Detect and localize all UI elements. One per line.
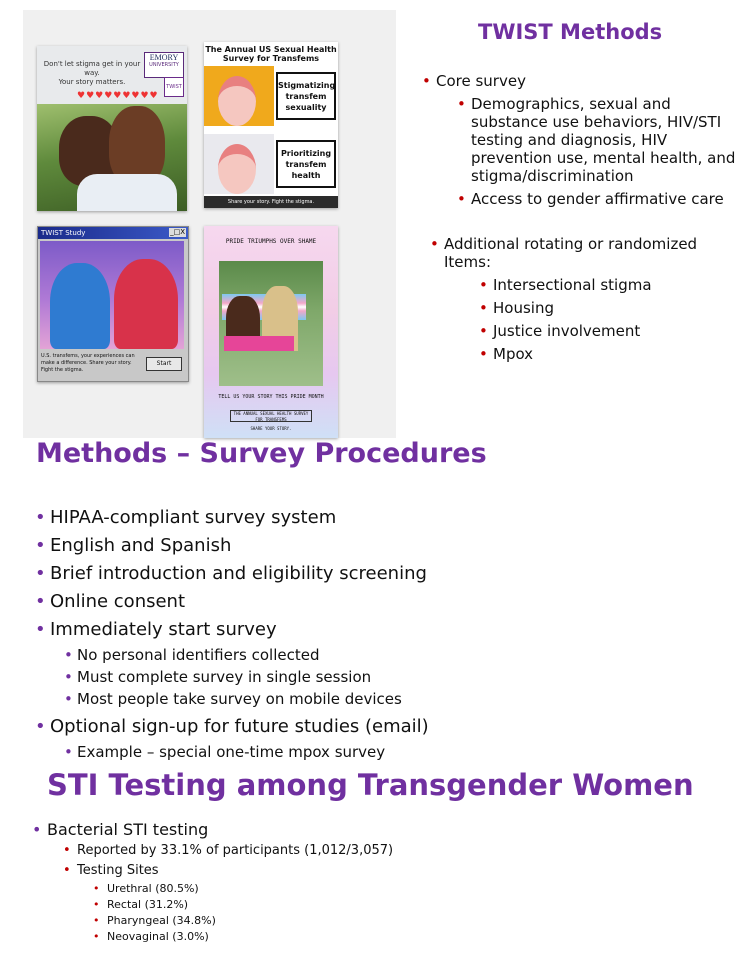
flyer-stigma [37,46,187,211]
list-item: • Pharyngeal (34.8%) [47,913,707,929]
list-item: • English and Spanish [50,532,730,560]
core-survey-label: • Core survey [436,72,741,90]
list-item: • Most people take survey on mobile devices [50,688,730,710]
anime-art [40,241,184,349]
list-item: • Example – special one-time mpox survey [50,741,730,763]
pride-bottom: SHARE YOUR STORY. [250,426,292,431]
list-item: • Bacterial STI testing [47,819,707,841]
twist-logo: TWIST [164,77,184,97]
list-item: • No personal identifiers collected [50,644,730,666]
window-title-bar: TWIST Study _□X [38,227,188,239]
list-item: • HIPAA-compliant survey system [50,504,730,532]
pride-subline: TELL US YOUR STORY THIS PRIDE MONTH [218,394,324,400]
flyer-caption-line2: Your story matters. [58,78,126,86]
list-item: • Immediately start survey [50,616,730,644]
list-item: • Housing [493,297,733,320]
list-item: • Demographics, sexual and substance use behaviors, HIV/STI testing and diagnosis, HIV prevention use, mental health, and stigma/discrimination [471,95,746,185]
list-item: • Reported by 33.1% of participants (1,012/3,057) [47,841,707,861]
list-item: • Optional sign-up for future studies (email) [50,713,730,741]
flyer-pride [204,226,338,438]
list-item: • Urethral (80.5%) [47,881,707,897]
comic-panel-2: Prioritizing transfem health [276,140,336,188]
window-controls-icon: _□X [170,228,185,236]
pride-headline: PRIDE TRIUMPHS OVER SHAME [225,238,317,245]
comic-title: The Annual US Sexual Health Survey for Transfems [205,45,337,63]
flyer-retro-window [37,226,189,382]
emory-logo: EMORY UNIVERSITY [144,52,184,78]
list-item: • Mpox [493,343,733,366]
comic-footer: Share your story. Fight the stigma. [204,196,338,208]
list-item: • Testing Sites [47,861,707,881]
procedures-title: Methods – Survey Procedures [36,438,487,469]
sti-list [47,819,707,945]
flyer-comic [204,42,338,208]
list-item: • Intersectional stigma [493,274,733,297]
twist-methods-title: TWIST Methods [478,20,663,44]
list-item: • Neovaginal (3.0%) [47,929,707,945]
list-item: • Access to gender affirmative care [471,190,746,208]
list-item: • Brief introduction and eligibility screening [50,560,730,588]
pride-box-text: THE ANNUAL SEXUAL HEALTH SURVEY FOR TRANSFEMS [230,410,312,422]
sti-title: STI Testing among Transgender Women [47,768,694,802]
list-item: • Rectal (31.2%) [47,897,707,913]
additional-label: • Additional rotating or randomized Items: [444,235,734,271]
comic-panel-1: Stigmatizing transfem sexuality [276,72,336,120]
core-survey-items [471,95,746,208]
window-body-text: U.S. transfems, your experiences can make a difference. Share your story. Fight the stigma. [41,353,135,373]
list-item: • Must complete survey in single session [50,666,730,688]
list-item: • Justice involvement [493,320,733,343]
core-survey-list [436,72,741,90]
list-item: • Online consent [50,588,730,616]
start-button: Start [146,357,182,371]
procedures-list [50,504,730,763]
additional-items [493,274,733,366]
flyer-caption-line1: Don't let stigma get in your way. [43,60,141,77]
additional-items-list [444,235,734,271]
hearts-decoration: ♥♥♥♥♥♥♥♥♥ [77,91,159,101]
flyer-collage [23,10,396,438]
